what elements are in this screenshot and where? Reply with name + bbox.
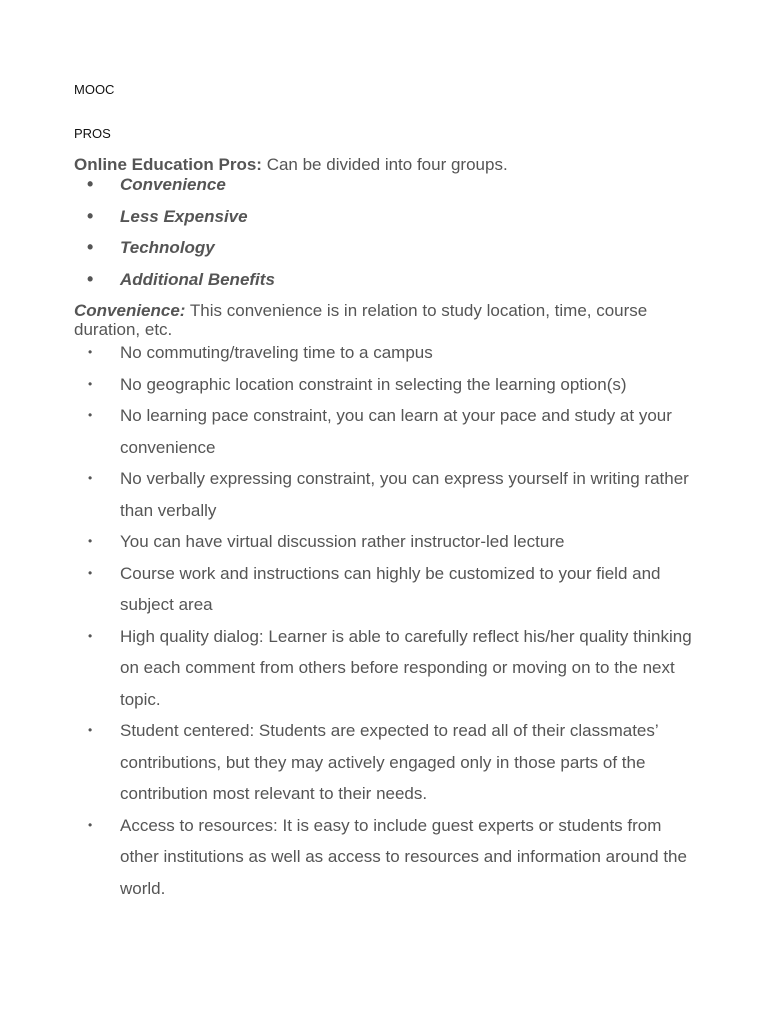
group-label: Less Expensive — [120, 206, 248, 226]
intro-text: Can be divided into four groups. — [261, 155, 508, 174]
groups-list — [74, 175, 704, 301]
list-item — [74, 810, 704, 905]
intro-paragraph — [74, 155, 704, 175]
bullet-icon: • — [88, 723, 93, 737]
group-label: Convenience — [120, 175, 226, 194]
point-text: No verbally expressing constraint, you can express yourself in writing rather than verbally — [120, 469, 689, 520]
bullet-icon: • — [87, 205, 94, 226]
list-item — [74, 369, 704, 401]
point-text: High quality dialog: Learner is able to carefully reflect his/her quality thinking on each comment from others before responding or moving on to the next topic. — [120, 626, 692, 709]
list-item — [74, 337, 704, 369]
point-text: No geographic location constraint in selecting the learning option(s) — [120, 374, 627, 394]
bullet-icon: • — [87, 174, 94, 194]
bullet-icon: • — [88, 345, 93, 359]
list-item — [74, 558, 704, 621]
bullet-icon: • — [87, 268, 94, 289]
bullet-icon: • — [88, 817, 93, 832]
convenience-paragraph — [74, 301, 704, 339]
list-item — [74, 526, 704, 558]
list-item — [74, 621, 704, 716]
list-item — [74, 207, 704, 239]
document-heading-pros: PROS — [74, 126, 111, 141]
point-text: You can have virtual discussion rather instructor-led lecture — [120, 532, 565, 551]
bullet-icon: • — [88, 376, 93, 391]
document-heading-mooc: MOOC — [74, 82, 115, 97]
point-text: No commuting/traveling time to a campus — [120, 343, 433, 362]
point-text: Course work and instructions can highly be customized to your field and subject area — [120, 563, 661, 614]
list-item — [74, 238, 704, 270]
intro-label: Online Education Pros: — [74, 155, 262, 174]
convenience-text: This convenience is in relation to study location, time, course duration, etc. — [74, 301, 648, 339]
bullet-icon: • — [87, 237, 94, 257]
bullet-icon: • — [88, 471, 93, 485]
bullet-icon: • — [88, 628, 93, 643]
group-label: Technology — [120, 238, 215, 257]
bullet-icon: • — [88, 408, 93, 422]
list-item — [74, 715, 704, 810]
bullet-icon: • — [88, 565, 93, 580]
list-item — [74, 175, 704, 207]
group-label: Additional Benefits — [120, 269, 275, 289]
bullet-icon: • — [88, 534, 93, 548]
convenience-points-list — [74, 337, 704, 904]
list-item — [74, 463, 704, 526]
convenience-label: Convenience: — [74, 301, 186, 320]
list-item — [74, 400, 704, 463]
point-text: Access to resources: It is easy to include guest experts or students from other institutions as well as access to resources and information around the world. — [120, 815, 687, 898]
point-text: Student centered: Students are expected to read all of their classmates’ contributions, but they may actively engaged only in those parts of the contribution most relevant to their needs. — [120, 721, 659, 803]
point-text: No learning pace constraint, you can learn at your pace and study at your convenience — [120, 406, 672, 457]
list-item — [74, 270, 704, 302]
